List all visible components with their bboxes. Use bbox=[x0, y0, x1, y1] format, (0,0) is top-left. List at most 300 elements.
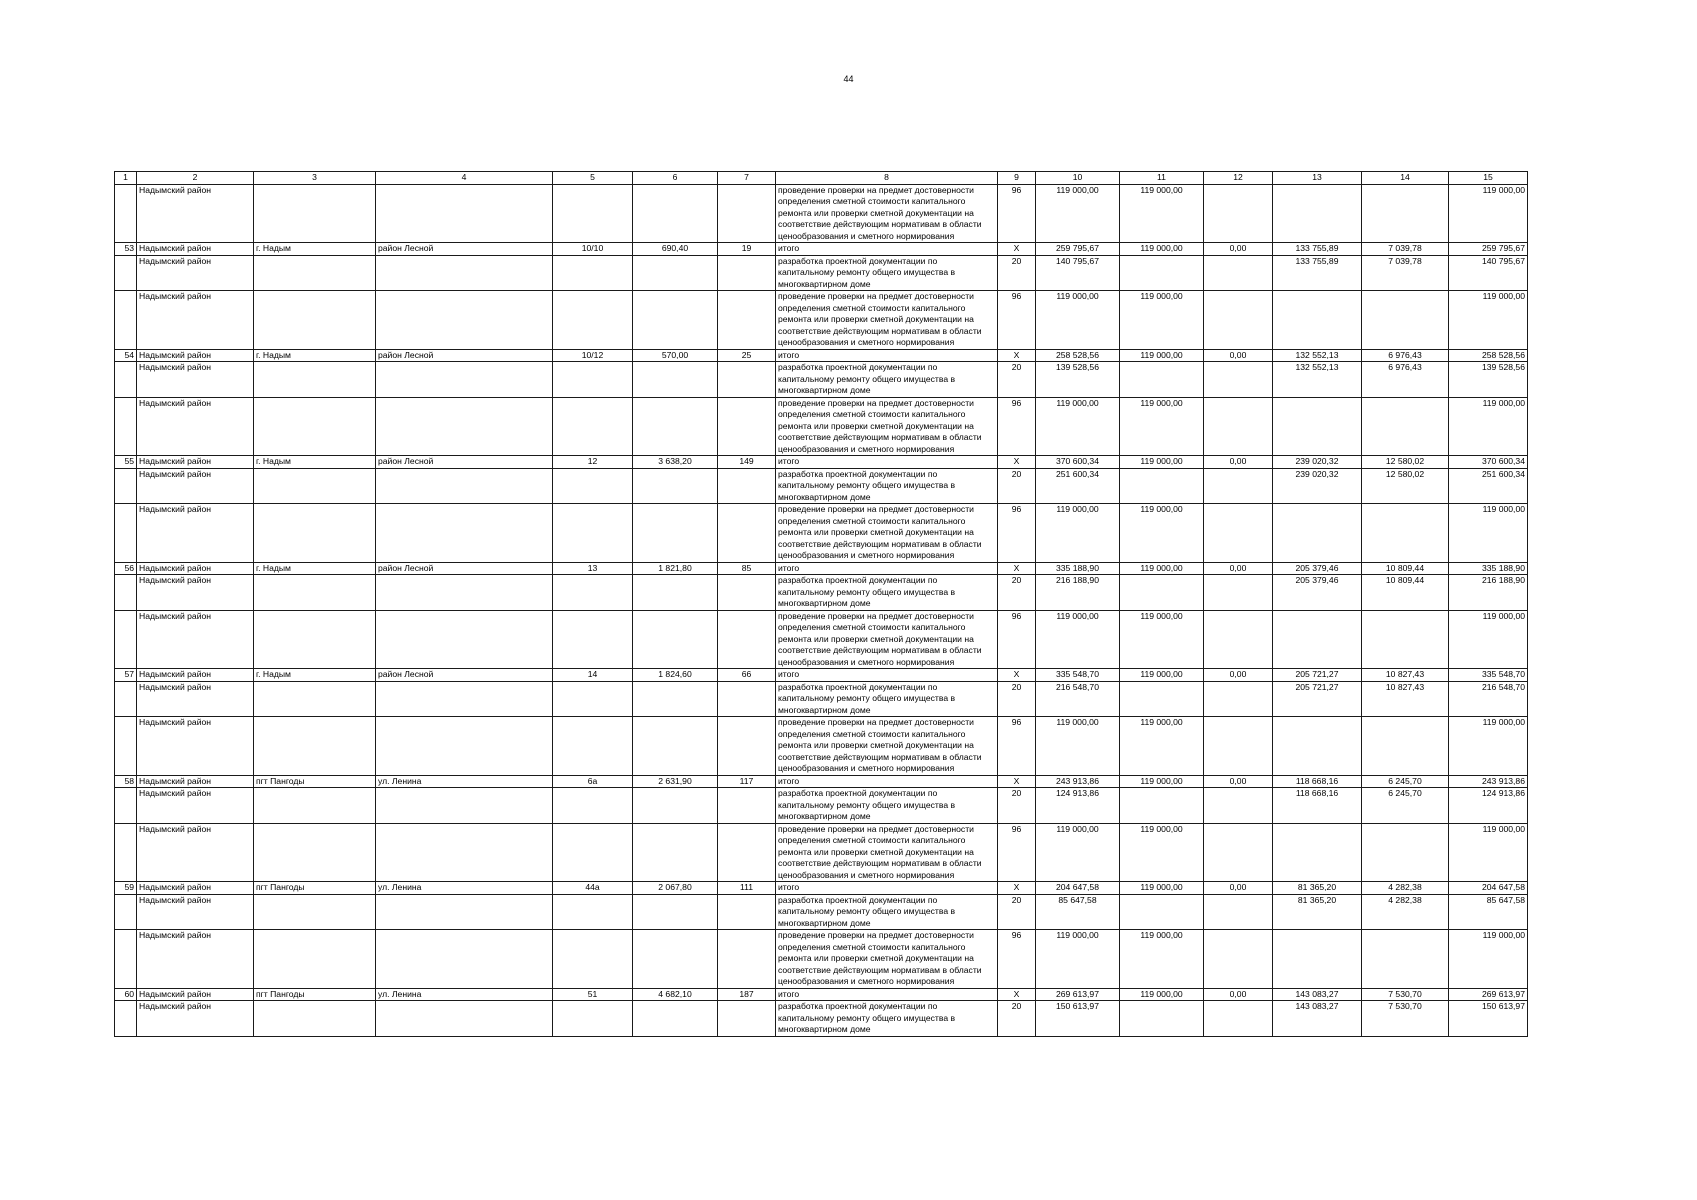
cell-amount-13 bbox=[1273, 930, 1362, 989]
cell-work-type: итого bbox=[776, 882, 998, 895]
cell-amount-11 bbox=[1120, 1001, 1204, 1037]
table-row bbox=[115, 610, 1528, 669]
cell-area bbox=[633, 788, 718, 824]
cell-residents bbox=[718, 1001, 776, 1037]
cell-amount-11: 119 000,00 bbox=[1120, 988, 1204, 1001]
cell-amount-15: 119 000,00 bbox=[1449, 291, 1528, 350]
cell-settlement bbox=[254, 504, 376, 563]
cell-amount-13: 132 552,13 bbox=[1273, 349, 1362, 362]
cell-total-cost: 119 000,00 bbox=[1036, 504, 1120, 563]
cell-amount-12: 0,00 bbox=[1204, 988, 1273, 1001]
cell-house-number bbox=[553, 291, 633, 350]
cell-amount-14: 7 530,70 bbox=[1362, 988, 1449, 1001]
cell-amount-12 bbox=[1204, 930, 1273, 989]
cell-residents: 117 bbox=[718, 775, 776, 788]
cell-code: 20 bbox=[998, 1001, 1036, 1037]
cell-row-number bbox=[115, 1001, 137, 1037]
cell-row-number: 60 bbox=[115, 988, 137, 1001]
cell-area bbox=[633, 504, 718, 563]
cell-house-number: 10/12 bbox=[553, 349, 633, 362]
cell-amount-12 bbox=[1204, 255, 1273, 291]
cell-street: район Лесной bbox=[376, 669, 553, 682]
cell-code: X bbox=[998, 775, 1036, 788]
cell-total-cost: 140 795,67 bbox=[1036, 255, 1120, 291]
cell-amount-11 bbox=[1120, 894, 1204, 930]
cell-amount-12 bbox=[1204, 184, 1273, 243]
cell-residents bbox=[718, 184, 776, 243]
cell-house-number: 14 bbox=[553, 669, 633, 682]
cell-code: X bbox=[998, 882, 1036, 895]
cell-municipality: Надымский район bbox=[137, 988, 254, 1001]
table-row bbox=[115, 788, 1528, 824]
cell-total-cost: 243 913,86 bbox=[1036, 775, 1120, 788]
cell-street bbox=[376, 504, 553, 563]
cell-code: 20 bbox=[998, 362, 1036, 398]
cell-row-number bbox=[115, 397, 137, 456]
cell-street: ул. Ленина bbox=[376, 988, 553, 1001]
cell-municipality: Надымский район bbox=[137, 882, 254, 895]
cell-area bbox=[633, 681, 718, 717]
cell-total-cost: 119 000,00 bbox=[1036, 610, 1120, 669]
cell-amount-14: 7 039,78 bbox=[1362, 255, 1449, 291]
cell-amount-13: 205 379,46 bbox=[1273, 562, 1362, 575]
cell-municipality: Надымский район bbox=[137, 362, 254, 398]
cell-settlement: г. Надым bbox=[254, 349, 376, 362]
cell-amount-14 bbox=[1362, 291, 1449, 350]
cell-work-type: итого bbox=[776, 562, 998, 575]
cell-amount-14: 10 827,43 bbox=[1362, 669, 1449, 682]
cell-row-number bbox=[115, 291, 137, 350]
cell-amount-11: 119 000,00 bbox=[1120, 610, 1204, 669]
cell-amount-14: 10 827,43 bbox=[1362, 681, 1449, 717]
cell-residents bbox=[718, 894, 776, 930]
cell-municipality: Надымский район bbox=[137, 349, 254, 362]
cell-code: 96 bbox=[998, 504, 1036, 563]
cell-house-number bbox=[553, 184, 633, 243]
cell-residents: 85 bbox=[718, 562, 776, 575]
table-row bbox=[115, 504, 1528, 563]
cell-settlement bbox=[254, 575, 376, 611]
cell-amount-14: 4 282,38 bbox=[1362, 894, 1449, 930]
cell-amount-12 bbox=[1204, 397, 1273, 456]
cell-total-cost: 335 548,70 bbox=[1036, 669, 1120, 682]
cell-row-number bbox=[115, 610, 137, 669]
cell-amount-13: 239 020,32 bbox=[1273, 468, 1362, 504]
cell-municipality: Надымский район bbox=[137, 610, 254, 669]
column-header: 7 bbox=[718, 172, 776, 185]
cell-amount-14: 12 580,02 bbox=[1362, 456, 1449, 469]
cell-house-number bbox=[553, 610, 633, 669]
cell-area bbox=[633, 362, 718, 398]
cell-amount-15: 269 613,97 bbox=[1449, 988, 1528, 1001]
cell-amount-14: 6 976,43 bbox=[1362, 362, 1449, 398]
cell-municipality: Надымский район bbox=[137, 504, 254, 563]
cell-total-cost: 124 913,86 bbox=[1036, 788, 1120, 824]
cell-amount-13 bbox=[1273, 291, 1362, 350]
cell-amount-13: 118 668,16 bbox=[1273, 788, 1362, 824]
cell-amount-13 bbox=[1273, 504, 1362, 563]
cell-row-number bbox=[115, 362, 137, 398]
table-row bbox=[115, 930, 1528, 989]
cell-settlement: г. Надым bbox=[254, 562, 376, 575]
cell-work-type: итого bbox=[776, 456, 998, 469]
cell-amount-15: 243 913,86 bbox=[1449, 775, 1528, 788]
cell-amount-11 bbox=[1120, 788, 1204, 824]
cell-municipality: Надымский район bbox=[137, 775, 254, 788]
cell-amount-13 bbox=[1273, 823, 1362, 882]
cell-street bbox=[376, 397, 553, 456]
cell-row-number: 58 bbox=[115, 775, 137, 788]
cell-street bbox=[376, 681, 553, 717]
cell-work-type: проведение проверки на предмет достоверности определения сметной стоимости капитального ремонта или проверки сметной документации на соответствие действующим нормативам в области ценообразования и сметного нормирования bbox=[776, 291, 998, 350]
cell-amount-15: 216 548,70 bbox=[1449, 681, 1528, 717]
cell-amount-15: 335 188,90 bbox=[1449, 562, 1528, 575]
cell-work-type: итого bbox=[776, 349, 998, 362]
cell-area: 3 638,20 bbox=[633, 456, 718, 469]
cell-street: район Лесной bbox=[376, 349, 553, 362]
cell-area bbox=[633, 610, 718, 669]
cell-street bbox=[376, 291, 553, 350]
cell-row-number: 53 bbox=[115, 243, 137, 256]
cell-municipality: Надымский район bbox=[137, 468, 254, 504]
cell-code: 96 bbox=[998, 823, 1036, 882]
cell-work-type: проведение проверки на предмет достоверности определения сметной стоимости капитального ремонта или проверки сметной документации на соответствие действующим нормативам в области ценообразования и сметного нормирования bbox=[776, 610, 998, 669]
cell-amount-11: 119 000,00 bbox=[1120, 823, 1204, 882]
cell-area bbox=[633, 823, 718, 882]
column-header: 4 bbox=[376, 172, 553, 185]
cell-area bbox=[633, 717, 718, 776]
cell-municipality: Надымский район bbox=[137, 894, 254, 930]
cell-row-number bbox=[115, 894, 137, 930]
cell-row-number bbox=[115, 823, 137, 882]
cell-amount-15: 119 000,00 bbox=[1449, 930, 1528, 989]
cell-amount-11: 119 000,00 bbox=[1120, 669, 1204, 682]
cell-residents: 19 bbox=[718, 243, 776, 256]
cell-settlement bbox=[254, 930, 376, 989]
table-row bbox=[115, 681, 1528, 717]
table-row bbox=[115, 397, 1528, 456]
cell-amount-13: 239 020,32 bbox=[1273, 456, 1362, 469]
cell-amount-11: 119 000,00 bbox=[1120, 504, 1204, 563]
cell-amount-13: 205 379,46 bbox=[1273, 575, 1362, 611]
cell-work-type: разработка проектной документации по капитальному ремонту общего имущества в многоквартирном доме bbox=[776, 681, 998, 717]
cell-amount-15: 124 913,86 bbox=[1449, 788, 1528, 824]
cell-amount-12: 0,00 bbox=[1204, 349, 1273, 362]
cell-municipality: Надымский район bbox=[137, 1001, 254, 1037]
cell-total-cost: 119 000,00 bbox=[1036, 291, 1120, 350]
cell-amount-11: 119 000,00 bbox=[1120, 184, 1204, 243]
cell-amount-15: 119 000,00 bbox=[1449, 610, 1528, 669]
cell-amount-11: 119 000,00 bbox=[1120, 243, 1204, 256]
cell-total-cost: 204 647,58 bbox=[1036, 882, 1120, 895]
cell-municipality: Надымский район bbox=[137, 717, 254, 776]
cell-settlement bbox=[254, 255, 376, 291]
cell-street: ул. Ленина bbox=[376, 882, 553, 895]
cell-area bbox=[633, 1001, 718, 1037]
cell-house-number bbox=[553, 468, 633, 504]
cell-house-number bbox=[553, 362, 633, 398]
table-row bbox=[115, 362, 1528, 398]
cell-house-number bbox=[553, 575, 633, 611]
cell-house-number: 51 bbox=[553, 988, 633, 1001]
cell-area bbox=[633, 184, 718, 243]
cell-total-cost: 258 528,56 bbox=[1036, 349, 1120, 362]
cell-residents bbox=[718, 788, 776, 824]
cell-amount-12 bbox=[1204, 823, 1273, 882]
column-header: 12 bbox=[1204, 172, 1273, 185]
cell-amount-12: 0,00 bbox=[1204, 562, 1273, 575]
cell-residents: 25 bbox=[718, 349, 776, 362]
cell-total-cost: 119 000,00 bbox=[1036, 930, 1120, 989]
cell-street bbox=[376, 184, 553, 243]
cell-work-type: разработка проектной документации по капитальному ремонту общего имущества в многоквартирном доме bbox=[776, 255, 998, 291]
cell-amount-14: 12 580,02 bbox=[1362, 468, 1449, 504]
cell-row-number bbox=[115, 184, 137, 243]
cell-amount-15: 259 795,67 bbox=[1449, 243, 1528, 256]
table-row bbox=[115, 575, 1528, 611]
cell-code: 20 bbox=[998, 681, 1036, 717]
cell-amount-12: 0,00 bbox=[1204, 775, 1273, 788]
cell-area: 690,40 bbox=[633, 243, 718, 256]
cell-total-cost: 216 188,90 bbox=[1036, 575, 1120, 611]
cell-work-type: проведение проверки на предмет достоверности определения сметной стоимости капитального ремонта или проверки сметной документации на соответствие действующим нормативам в области ценообразования и сметного нормирования bbox=[776, 504, 998, 563]
cell-amount-13: 118 668,16 bbox=[1273, 775, 1362, 788]
column-header: 3 bbox=[254, 172, 376, 185]
cell-work-type: проведение проверки на предмет достоверности определения сметной стоимости капитального ремонта или проверки сметной документации на соответствие действующим нормативам в области ценообразования и сметного нормирования bbox=[776, 930, 998, 989]
cell-amount-12: 0,00 bbox=[1204, 456, 1273, 469]
cell-settlement bbox=[254, 610, 376, 669]
cell-house-number bbox=[553, 930, 633, 989]
cell-residents: 66 bbox=[718, 669, 776, 682]
cell-total-cost: 119 000,00 bbox=[1036, 184, 1120, 243]
cell-row-number: 57 bbox=[115, 669, 137, 682]
cell-amount-14: 7 530,70 bbox=[1362, 1001, 1449, 1037]
cell-row-number: 54 bbox=[115, 349, 137, 362]
cell-municipality: Надымский район bbox=[137, 788, 254, 824]
cell-amount-11 bbox=[1120, 575, 1204, 611]
cell-amount-11 bbox=[1120, 681, 1204, 717]
cell-work-type: проведение проверки на предмет достоверности определения сметной стоимости капитального ремонта или проверки сметной документации на соответствие действующим нормативам в области ценообразования и сметного нормирования bbox=[776, 397, 998, 456]
cell-settlement: г. Надым bbox=[254, 243, 376, 256]
cell-amount-11: 119 000,00 bbox=[1120, 775, 1204, 788]
cell-amount-13: 205 721,27 bbox=[1273, 669, 1362, 682]
cell-amount-15: 119 000,00 bbox=[1449, 717, 1528, 776]
cell-amount-14 bbox=[1362, 717, 1449, 776]
cell-street: район Лесной bbox=[376, 243, 553, 256]
column-header: 6 bbox=[633, 172, 718, 185]
cell-residents bbox=[718, 681, 776, 717]
cell-amount-15: 370 600,34 bbox=[1449, 456, 1528, 469]
cell-residents: 187 bbox=[718, 988, 776, 1001]
cell-street bbox=[376, 788, 553, 824]
cell-amount-13 bbox=[1273, 717, 1362, 776]
cell-amount-12 bbox=[1204, 575, 1273, 611]
cell-municipality: Надымский район bbox=[137, 930, 254, 989]
cell-house-number bbox=[553, 894, 633, 930]
cell-residents bbox=[718, 504, 776, 563]
cell-work-type: итого bbox=[776, 669, 998, 682]
cell-area bbox=[633, 468, 718, 504]
cell-area bbox=[633, 930, 718, 989]
cell-amount-15: 85 647,58 bbox=[1449, 894, 1528, 930]
cell-amount-13 bbox=[1273, 184, 1362, 243]
cell-work-type: разработка проектной документации по капитальному ремонту общего имущества в многоквартирном доме bbox=[776, 362, 998, 398]
cell-settlement bbox=[254, 397, 376, 456]
cell-area: 2 067,80 bbox=[633, 882, 718, 895]
cell-amount-13: 81 365,20 bbox=[1273, 882, 1362, 895]
cell-code: 20 bbox=[998, 255, 1036, 291]
cell-amount-12: 0,00 bbox=[1204, 669, 1273, 682]
cell-work-type: итого bbox=[776, 775, 998, 788]
cell-amount-14: 6 976,43 bbox=[1362, 349, 1449, 362]
cell-amount-15: 150 613,97 bbox=[1449, 1001, 1528, 1037]
cell-street: район Лесной bbox=[376, 456, 553, 469]
column-header: 2 bbox=[137, 172, 254, 185]
cell-settlement bbox=[254, 362, 376, 398]
cell-settlement: г. Надым bbox=[254, 456, 376, 469]
cell-area: 570,00 bbox=[633, 349, 718, 362]
cell-house-number bbox=[553, 504, 633, 563]
cell-municipality: Надымский район bbox=[137, 184, 254, 243]
cell-total-cost: 335 188,90 bbox=[1036, 562, 1120, 575]
cell-residents bbox=[718, 823, 776, 882]
cell-amount-15: 119 000,00 bbox=[1449, 823, 1528, 882]
cell-street bbox=[376, 930, 553, 989]
cell-settlement bbox=[254, 788, 376, 824]
cell-house-number: 13 bbox=[553, 562, 633, 575]
cell-row-number bbox=[115, 575, 137, 611]
cell-residents: 149 bbox=[718, 456, 776, 469]
cell-total-cost: 85 647,58 bbox=[1036, 894, 1120, 930]
cell-amount-15: 216 188,90 bbox=[1449, 575, 1528, 611]
table-row bbox=[115, 894, 1528, 930]
cell-house-number: 10/10 bbox=[553, 243, 633, 256]
cell-row-number: 59 bbox=[115, 882, 137, 895]
cell-total-cost: 370 600,34 bbox=[1036, 456, 1120, 469]
cell-work-type: проведение проверки на предмет достоверности определения сметной стоимости капитального ремонта или проверки сметной документации на соответствие действующим нормативам в области ценообразования и сметного нормирования bbox=[776, 184, 998, 243]
cell-total-cost: 139 528,56 bbox=[1036, 362, 1120, 398]
cell-municipality: Надымский район bbox=[137, 681, 254, 717]
cell-amount-11: 119 000,00 bbox=[1120, 717, 1204, 776]
repair-register-table bbox=[114, 171, 1528, 1037]
cell-amount-12 bbox=[1204, 717, 1273, 776]
cell-amount-12 bbox=[1204, 362, 1273, 398]
cell-residents bbox=[718, 362, 776, 398]
cell-amount-14 bbox=[1362, 397, 1449, 456]
cell-area bbox=[633, 255, 718, 291]
cell-residents: 111 bbox=[718, 882, 776, 895]
cell-house-number: 12 bbox=[553, 456, 633, 469]
cell-amount-11: 119 000,00 bbox=[1120, 562, 1204, 575]
cell-residents bbox=[718, 291, 776, 350]
column-header: 15 bbox=[1449, 172, 1528, 185]
cell-amount-12 bbox=[1204, 1001, 1273, 1037]
cell-code: X bbox=[998, 562, 1036, 575]
cell-amount-11 bbox=[1120, 362, 1204, 398]
cell-house-number: 44а bbox=[553, 882, 633, 895]
cell-amount-13: 205 721,27 bbox=[1273, 681, 1362, 717]
cell-area: 2 631,90 bbox=[633, 775, 718, 788]
cell-amount-12: 0,00 bbox=[1204, 243, 1273, 256]
cell-municipality: Надымский район bbox=[137, 291, 254, 350]
cell-amount-11: 119 000,00 bbox=[1120, 882, 1204, 895]
cell-amount-15: 204 647,58 bbox=[1449, 882, 1528, 895]
cell-amount-13: 143 083,27 bbox=[1273, 1001, 1362, 1037]
cell-area bbox=[633, 397, 718, 456]
cell-residents bbox=[718, 610, 776, 669]
cell-amount-12 bbox=[1204, 504, 1273, 563]
cell-code: 96 bbox=[998, 610, 1036, 669]
table-row bbox=[115, 291, 1528, 350]
cell-row-number bbox=[115, 788, 137, 824]
cell-street bbox=[376, 894, 553, 930]
cell-street bbox=[376, 468, 553, 504]
cell-work-type: проведение проверки на предмет достоверности определения сметной стоимости капитального ремонта или проверки сметной документации на соответствие действующим нормативам в области ценообразования и сметного нормирования bbox=[776, 717, 998, 776]
cell-amount-13: 143 083,27 bbox=[1273, 988, 1362, 1001]
cell-municipality: Надымский район bbox=[137, 456, 254, 469]
column-header: 11 bbox=[1120, 172, 1204, 185]
cell-code: 20 bbox=[998, 575, 1036, 611]
cell-settlement bbox=[254, 717, 376, 776]
cell-code: 20 bbox=[998, 468, 1036, 504]
table-row bbox=[115, 882, 1528, 895]
cell-row-number: 55 bbox=[115, 456, 137, 469]
cell-residents bbox=[718, 575, 776, 611]
cell-street bbox=[376, 610, 553, 669]
cell-code: X bbox=[998, 669, 1036, 682]
cell-work-type: разработка проектной документации по капитальному ремонту общего имущества в многоквартирном доме bbox=[776, 468, 998, 504]
cell-settlement: пгт Пангоды bbox=[254, 775, 376, 788]
cell-settlement bbox=[254, 894, 376, 930]
table-body bbox=[115, 184, 1528, 1036]
cell-row-number bbox=[115, 468, 137, 504]
cell-street: район Лесной bbox=[376, 562, 553, 575]
column-header: 13 bbox=[1273, 172, 1362, 185]
cell-code: 96 bbox=[998, 930, 1036, 989]
cell-municipality: Надымский район bbox=[137, 575, 254, 611]
cell-residents bbox=[718, 468, 776, 504]
cell-amount-14 bbox=[1362, 823, 1449, 882]
cell-settlement: пгт Пангоды bbox=[254, 988, 376, 1001]
cell-area bbox=[633, 291, 718, 350]
cell-settlement bbox=[254, 184, 376, 243]
cell-amount-15: 119 000,00 bbox=[1449, 504, 1528, 563]
cell-work-type: разработка проектной документации по капитальному ремонту общего имущества в многоквартирном доме bbox=[776, 788, 998, 824]
cell-amount-12 bbox=[1204, 894, 1273, 930]
table-row bbox=[115, 1001, 1528, 1037]
cell-total-cost: 119 000,00 bbox=[1036, 397, 1120, 456]
table-row bbox=[115, 184, 1528, 243]
cell-settlement bbox=[254, 823, 376, 882]
cell-street bbox=[376, 255, 553, 291]
cell-area: 1 824,60 bbox=[633, 669, 718, 682]
page-number: 44 bbox=[843, 74, 854, 84]
cell-amount-14 bbox=[1362, 610, 1449, 669]
cell-municipality: Надымский район bbox=[137, 562, 254, 575]
table-row bbox=[115, 243, 1528, 256]
cell-amount-11 bbox=[1120, 255, 1204, 291]
cell-amount-15: 139 528,56 bbox=[1449, 362, 1528, 398]
column-header: 5 bbox=[553, 172, 633, 185]
cell-amount-14: 10 809,44 bbox=[1362, 562, 1449, 575]
cell-amount-13: 81 365,20 bbox=[1273, 894, 1362, 930]
cell-settlement bbox=[254, 681, 376, 717]
table-row bbox=[115, 988, 1528, 1001]
cell-work-type: проведение проверки на предмет достоверности определения сметной стоимости капитального ремонта или проверки сметной документации на соответствие действующим нормативам в области ценообразования и сметного нормирования bbox=[776, 823, 998, 882]
cell-total-cost: 119 000,00 bbox=[1036, 717, 1120, 776]
cell-street bbox=[376, 717, 553, 776]
cell-amount-14: 6 245,70 bbox=[1362, 775, 1449, 788]
